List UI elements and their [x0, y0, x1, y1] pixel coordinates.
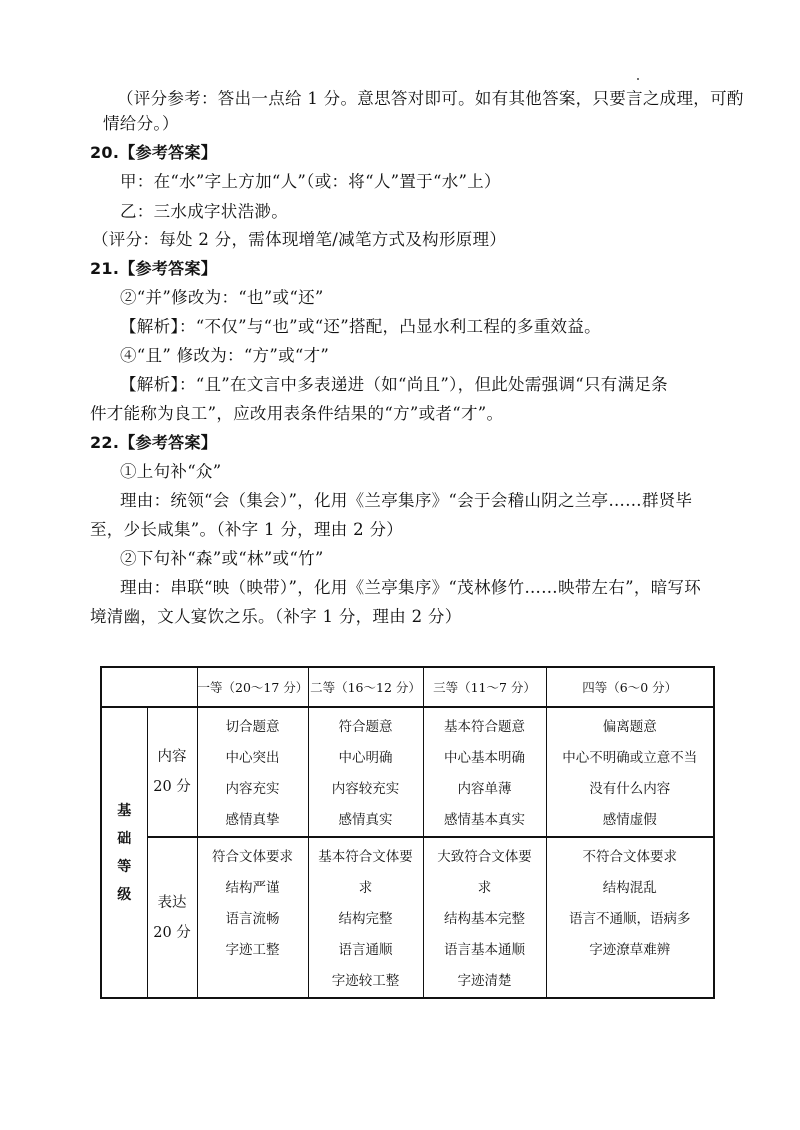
q22-line-2: 理由：统领“会（集会）”，化用《兰亭集序》“会于会稽山阴之兰亭……群贤毕 [120, 491, 693, 510]
criterion-text: 字迹工整 [225, 942, 280, 958]
scoring-note-line-2: 情给分。） [103, 114, 179, 133]
criterion-text: 不符合文体要求 [582, 849, 677, 865]
expression-label-score: 20 分 [153, 924, 191, 941]
criterion-text: 字迹潦草难辨 [589, 942, 671, 958]
criterion-text: 切合题意 [225, 719, 280, 735]
content-label [147, 707, 197, 837]
criterion-text: 求 [358, 880, 373, 896]
q22-line-1: ①上句补“众” [120, 462, 222, 481]
criterion-text: 字迹较工整 [331, 973, 400, 989]
criterion-text: 语言通顺 [338, 942, 393, 958]
expression-grade-4-cell [546, 837, 714, 998]
grading-table-header-row [101, 667, 714, 707]
q20-answer-a: 甲：在“水”字上方加“人”（或：将“人”置于“水”上） [120, 172, 501, 191]
basic-grade-char: 等 [117, 858, 132, 875]
content-grade-1-cell [197, 707, 308, 837]
criterion-text: 感情虚假 [602, 812, 657, 828]
criterion-text: 符合题意 [338, 719, 393, 735]
header-grade-4: 四等（6～0 分） [546, 667, 714, 707]
criterion-text: 内容充实 [225, 781, 280, 797]
criterion-text: 结构混乱 [602, 880, 657, 896]
criterion-text: 内容单薄 [457, 781, 512, 797]
content-grade-3-cell [423, 707, 546, 837]
criterion-text: 结构严谨 [225, 880, 280, 896]
grading-table [100, 666, 715, 999]
criterion-text: 符合文体要求 [212, 849, 293, 865]
q21-line-4: 【解析】：“且”在文言中多表递进（如“尚且”），但此处需强调“只有满足条 [120, 375, 668, 394]
basic-grade-char: 础 [117, 830, 132, 847]
criterion-text: 中心基本明确 [444, 750, 525, 766]
content-grade-2-cell [308, 707, 423, 837]
scoring-note-line-1: （评分参考：答出一点给 1 分。意思答对即可。如有其他答案，只要言之成理，可酌 [117, 89, 744, 108]
header-empty-cell [101, 667, 197, 707]
q20-answer-b: 乙：三水成字状浩渺。 [120, 202, 288, 221]
q22-line-3: 至，少长咸集”。（补字 1 分，理由 2 分） [90, 520, 404, 539]
criterion-text: 基本符合题意 [444, 719, 525, 735]
q20-title: 20.【参考答案】 [90, 143, 218, 162]
criterion-text: 中心不明确或立意不当 [562, 750, 698, 766]
expression-label [147, 837, 197, 998]
content-row [101, 707, 714, 837]
criterion-text: 结构完整 [338, 911, 393, 927]
basic-grade-label [101, 707, 147, 998]
criterion-text: 结构基本完整 [444, 911, 525, 927]
content-label-name: 内容 [157, 749, 187, 765]
header-grade-3: 三等（11～7 分） [423, 667, 546, 707]
criterion-text: 感情真挚 [225, 812, 280, 828]
criterion-text: 语言流畅 [225, 911, 280, 927]
expression-grade-3-cell [423, 837, 546, 998]
criterion-text: 感情真实 [338, 812, 393, 828]
expression-grade-2-cell [308, 837, 423, 998]
criterion-text: 字迹清楚 [457, 973, 512, 989]
speck-mark [637, 78, 639, 80]
header-grade-1: 一等（20～17 分） [197, 667, 308, 707]
expression-label-name: 表达 [157, 894, 187, 911]
criterion-text: 内容较充实 [331, 781, 400, 797]
basic-grade-char: 级 [117, 886, 132, 903]
basic-grade-char: 基 [117, 802, 132, 819]
q21-line-2: 【解析】：“不仅”与“也”或“还”搭配，凸显水利工程的多重效益。 [120, 317, 601, 336]
criterion-text: 语言不通顺，语病多 [569, 911, 691, 927]
expression-row [101, 837, 714, 998]
header-grade-2: 二等（16～12 分） [308, 667, 423, 707]
criterion-text: 基本符合文体要 [318, 849, 413, 865]
q22-line-5: 理由：串联“映（映带）”，化用《兰亭集序》“茂林修竹……映带左右”，暗写环 [120, 578, 702, 597]
criterion-text: 没有什么内容 [589, 781, 671, 797]
q20-scoring-note: （评分：每处 2 分，需体现增笔/减笔方式及构形原理） [92, 230, 507, 249]
criterion-text: 中心明确 [338, 750, 393, 766]
expression-grade-1-cell [197, 837, 308, 998]
q22-title: 22.【参考答案】 [90, 433, 218, 452]
q21-line-3: ④“且” 修改为：“方”或“才” [120, 346, 330, 365]
criterion-text: 中心突出 [225, 750, 280, 766]
criterion-text: 语言基本通顺 [444, 942, 525, 958]
q22-line-6: 境清幽，文人宴饮之乐。（补字 1 分，理由 2 分） [90, 607, 462, 626]
criterion-text: 求 [477, 880, 492, 896]
q21-line-5: 件才能称为良工”，应改用表条件结果的“方”或者“才”。 [90, 404, 504, 423]
q21-title: 21.【参考答案】 [90, 259, 218, 278]
content-label-score: 20 分 [153, 779, 191, 795]
q21-line-1: ②“并”修改为：“也”或“还” [120, 288, 324, 307]
q22-line-4: ②下句补“森”或“林”或“竹” [120, 549, 324, 568]
criterion-text: 感情基本真实 [444, 812, 525, 828]
criterion-text: 偏离题意 [602, 719, 657, 735]
content-grade-4-cell [546, 707, 714, 837]
criterion-text: 大致符合文体要 [437, 849, 532, 865]
